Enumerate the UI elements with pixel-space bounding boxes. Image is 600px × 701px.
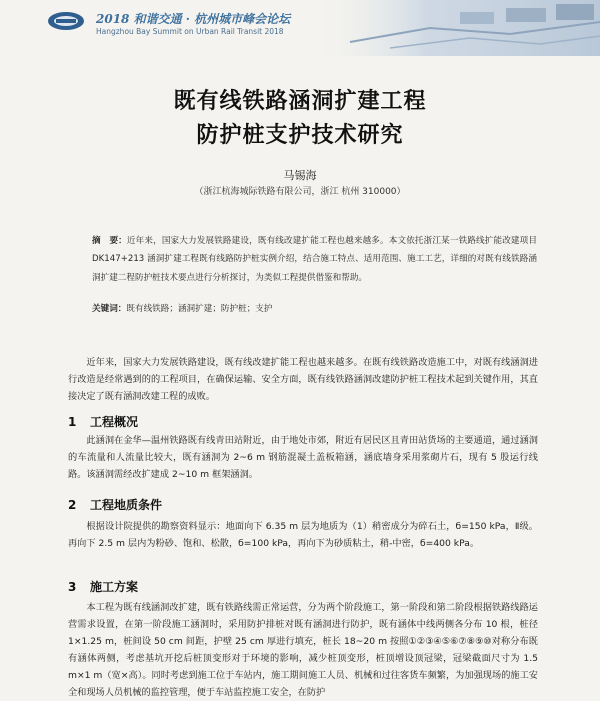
conference-header <box>0 0 600 50</box>
conference-logo-icon <box>46 10 86 32</box>
section-title: 工程概况 <box>90 415 139 429</box>
section-title: 工程地质条件 <box>90 498 163 512</box>
section-title: 施工方案 <box>90 580 139 594</box>
section-heading-2 <box>68 496 162 513</box>
paper-title-line1: 既有线铁路涵洞扩建工程 <box>173 88 427 114</box>
section-heading-1 <box>68 413 138 430</box>
intro-paragraph: 近年来，国家大力发展铁路建设，既有线改建扩能工程也越来越多。在既有线铁路改造施工中，对既有线涵洞进行改造是经常遇到的的工程项目，在确保运输、安全方面，既有线铁路涵洞改建防护桩工程技术起到关键作用，其直接决定了既有涵洞改建工程的成败。 <box>68 357 538 402</box>
section-number: 1 <box>68 415 77 429</box>
header-decoration-image <box>310 0 600 56</box>
abstract-text: 近年来，国家大力发展铁路建设，既有线改建扩能工程也越来越多。本文依托浙江某一铁路线扩能改建项目 DK147+213 涵洞扩建工程既有线路防护桩实例介绍，结合施工特点、适用范围、施工工艺，详细的对既有线铁路涵洞扩建二程防护桩技术要点进行分析探讨，为类似工程提供借鉴和帮助。 <box>92 236 537 283</box>
author-name: 马锡海 <box>283 169 317 182</box>
keywords <box>92 300 537 318</box>
author-affiliation: （浙江杭海城际铁路有限公司，浙江 杭州 310000） <box>194 187 406 197</box>
abstract <box>92 232 537 287</box>
paper-title-line2: 防护桩支护技术研究 <box>196 122 404 148</box>
keywords-text: 既有线铁路；涵洞扩建；防护桩；支护 <box>126 304 273 314</box>
section-number: 3 <box>68 580 77 594</box>
keywords-label: 关键词： <box>92 304 127 314</box>
conference-title-cn: 2018 和谐交通 · 杭州城市峰会论坛 <box>96 12 291 26</box>
section-2-paragraph: 根据设计院提供的勘察资料显示：地面向下 6.35 m 层为地质为（1）稍密成分为碎石土，б=150 kPa，Ⅱ级。再向下 2.5 m 层内为粉砂、饱和、松散，б=100 kPa，再向下为砂质粘土，稍-中密，б=400 kPa。 <box>68 521 538 549</box>
section-1-paragraph: 此涵洞在金华—温州铁路既有线青田站附近，由于地处市郊，附近有居民区且青田站货场的主要通道，通过涵洞的车流量和人流量比较大，既有涵洞为 2~6 m 钢筋混凝土盖板箱涵，涵底墙身采用浆砌片石，现有 5 股运行线路。该涵洞需经改扩建成 2~10 m 框架涵洞。 <box>68 435 538 480</box>
section-number: 2 <box>68 498 77 512</box>
abstract-label: 摘 要： <box>92 236 127 246</box>
section-heading-3 <box>68 578 138 595</box>
section-3-paragraph: 本工程为既有线涵洞改扩建，既有铁路线需正常运营，分为两个阶段施工，第一阶段和第二阶段根据铁路线路运营需求设置，在第一阶段施工涵洞时，采用防护排桩对既有涵洞进行防护，既有涵体中线两侧各分布 10 根，桩径 1×1.25 m，桩间设 50 cm 间距，护壁 25 cm 厚进行填充，桩长 18~20 m 按照①②③④⑤⑥⑦⑧⑨⑩对称分布既有涵体两侧，考虑基坑开挖后桩顶变形对于环境的影响，减少桩顶变形，桩顶增设顶冠梁，冠梁截面尺寸为 1.5 m×1 m（宽×高）。同时考虑到施工位于车站内，施工期间施工人员、机械和过往客货车频繁，为加强现场的施工安全和现场人员机械的监控管理，便于车站监控施工安全，在防护 <box>68 602 538 698</box>
conference-title-en: Hangzhou Bay Summit on Urban Rail Transit 2018 <box>96 27 284 36</box>
